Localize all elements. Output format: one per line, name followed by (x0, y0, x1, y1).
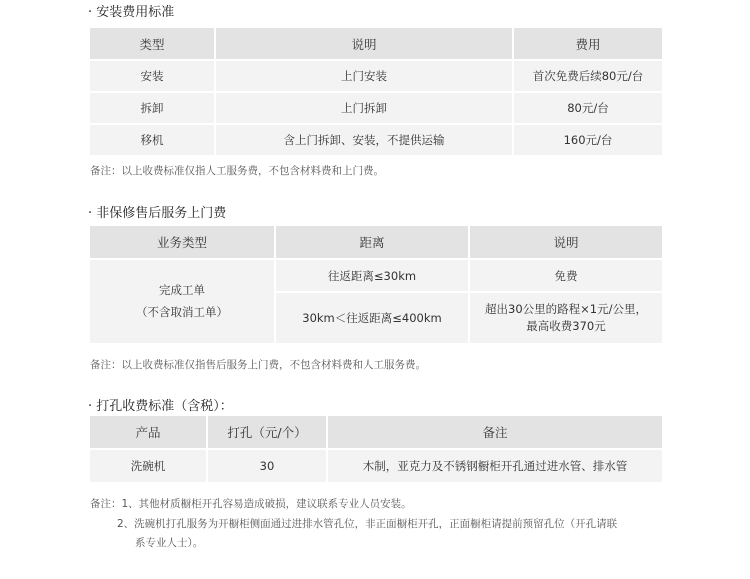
cell-fee: 首次免费后续80元/台 (513, 60, 663, 92)
drill-note-3: 系专业人士）。 (135, 537, 204, 549)
service-note: 备注：以上收费标准仅指售后服务上门费，不包含材料费和人工服务费。 (90, 359, 426, 371)
cell-description: 上门拆卸 (215, 92, 513, 124)
service-section-title: · 非保修售后服务上门费 (88, 206, 227, 221)
service-fee-table (88, 224, 664, 345)
header-description: 说明 (215, 27, 513, 60)
table-row (89, 60, 663, 92)
cell-distance: 往返距离≤30km (275, 259, 469, 292)
table-row (89, 449, 663, 483)
cell-type: 移机 (89, 124, 215, 156)
header-description: 说明 (469, 225, 663, 259)
header-fee: 费用 (513, 27, 663, 60)
cell-drill-price: 30 (207, 449, 327, 483)
install-section-title: · 安装费用标准 (88, 5, 175, 20)
install-fee-table (88, 26, 664, 157)
cell-remark: 木制，亚克力及不锈钢橱柜开孔通过进水管、排水管 (327, 449, 663, 483)
table-row (89, 124, 663, 156)
business-type-line1: 完成工单 (159, 283, 205, 297)
cell-description: 含上门拆卸、安装，不提供运输 (215, 124, 513, 156)
header-business-type: 业务类型 (89, 225, 275, 259)
cell-description: 上门安装 (215, 60, 513, 92)
header-type: 类型 (89, 27, 215, 60)
cell-fee: 80元/台 (513, 92, 663, 124)
header-product: 产品 (89, 415, 207, 449)
header-remark: 备注 (327, 415, 663, 449)
header-drill-price: 打孔（元/个） (207, 415, 327, 449)
drill-section-title: · 打孔收费标准（含税）： (88, 399, 233, 414)
cell-fee: 160元/台 (513, 124, 663, 156)
cell-distance: 30km＜往返距离≤400km (275, 292, 469, 344)
description-line1: 超出30公里的路程×1元/公里， (485, 302, 647, 316)
cell-type: 拆卸 (89, 92, 215, 124)
table-row (89, 92, 663, 124)
drill-fee-table (88, 414, 664, 484)
install-note: 备注：以上收费标准仅指人工服务费，不包含材料费和上门费。 (90, 165, 384, 177)
cell-description: 免费 (469, 259, 663, 292)
drill-note-2: 2、洗碗机打孔服务为开橱柜侧面通过进排水管孔位，非正面橱柜开孔，正面橱柜请提前预留孔位（开孔请联 (117, 518, 618, 530)
table-row (89, 259, 663, 292)
cell-description (469, 292, 663, 344)
drill-note-1: 备注：1、其他材质橱柜开孔容易造成破损，建议联系专业人员安装。 (90, 498, 412, 510)
cell-type: 安装 (89, 60, 215, 92)
business-type-line2: （不含取消工单） (136, 305, 228, 319)
cell-business-type (89, 259, 275, 344)
header-distance: 距离 (275, 225, 469, 259)
description-line2: 最高收费370元 (526, 319, 606, 333)
cell-product: 洗碗机 (89, 449, 207, 483)
